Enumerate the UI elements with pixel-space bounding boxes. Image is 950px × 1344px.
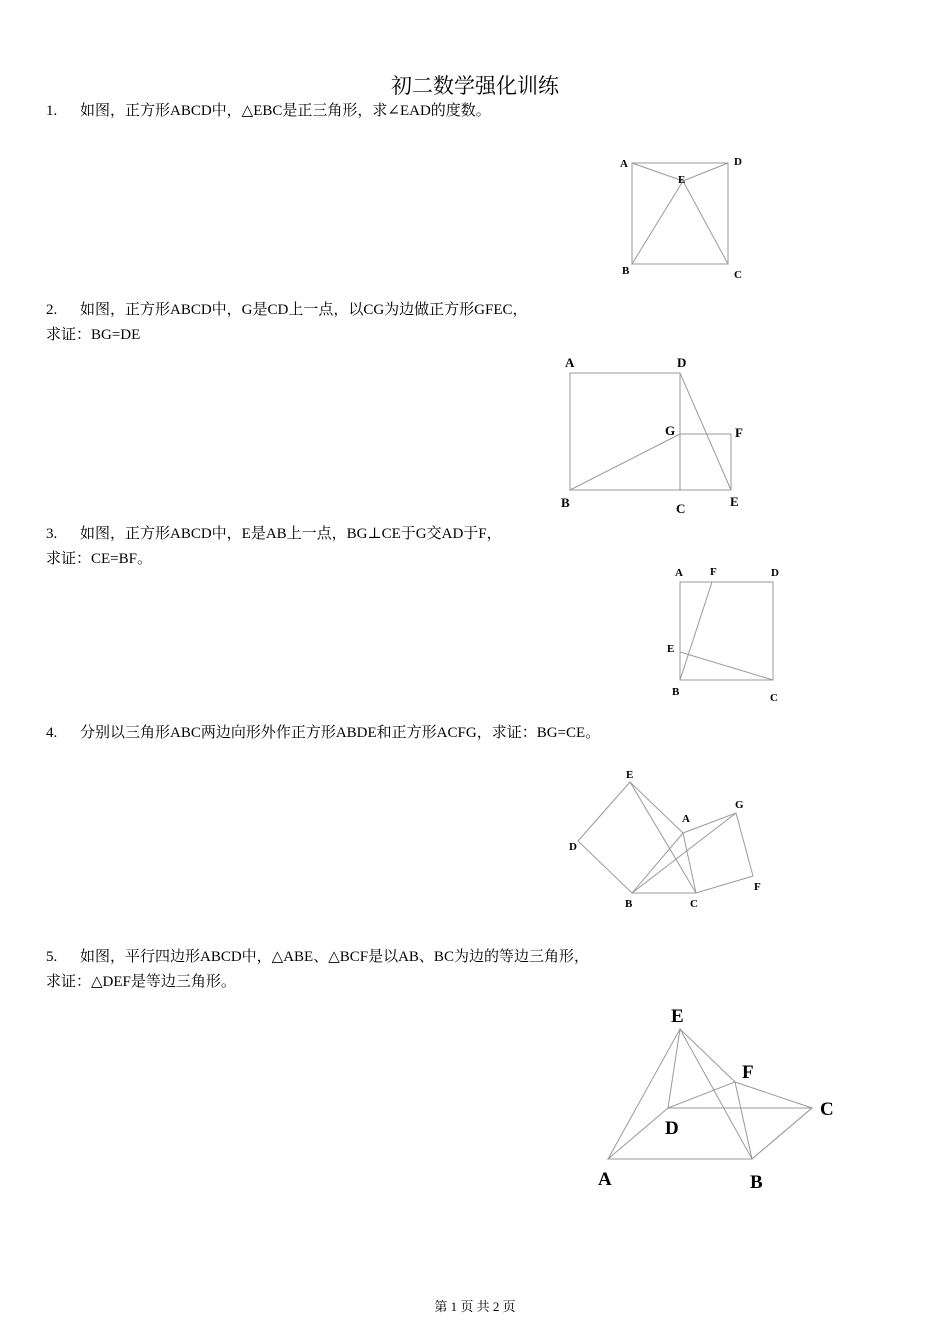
- fig4-label-b: B: [625, 898, 633, 910]
- fig2-segment-de: [680, 373, 731, 490]
- fig1-label-e: E: [678, 174, 686, 186]
- fig4-square-acfg: [683, 813, 753, 893]
- fig3-label-e: E: [667, 643, 675, 655]
- fig4-label-c: C: [690, 898, 698, 910]
- fig2-label-e: E: [730, 494, 739, 509]
- problem-3-text-1: 如图，正方形ABCD中，E是AB上一点，BG⊥CE于G交AD于F，: [80, 526, 502, 542]
- fig5-label-a: A: [598, 1169, 612, 1190]
- fig1-segment-ce: [683, 181, 728, 264]
- problem-2-text-1: 如图，正方形ABCD中，G是CD上一点，以CG为边做正方形GFEC，: [80, 302, 528, 318]
- figure-3: [660, 560, 800, 710]
- fig2-square-abcd: [570, 373, 680, 490]
- fig3-label-b: B: [672, 686, 680, 698]
- fig5-triangle-bcf: [735, 1082, 812, 1159]
- problem-5-line-1: [46, 946, 589, 968]
- figure-5: [590, 1000, 850, 1200]
- fig5-label-f: F: [742, 1062, 754, 1083]
- fig3-label-a: A: [675, 567, 683, 579]
- fig1-label-a: A: [620, 158, 628, 170]
- fig1-segment-ae: [632, 163, 683, 181]
- page-title: 初二数学强化训练: [391, 74, 559, 98]
- fig2-label-b: B: [561, 495, 570, 510]
- fig5-label-c: C: [820, 1099, 834, 1120]
- fig4-label-g: G: [735, 799, 744, 811]
- fig1-label-c: C: [734, 269, 742, 281]
- problem-5-number: 5.: [46, 949, 58, 965]
- problem-2-line-2: 求证：BG=DE: [46, 327, 141, 343]
- problem-1-number: 1.: [46, 103, 58, 119]
- figure-2: [550, 350, 760, 520]
- problem-3-line-2: 求证：CE=BF。: [46, 551, 152, 567]
- problem-2-line-1: [46, 299, 528, 321]
- fig1-segment-be: [632, 181, 683, 264]
- problem-1-line-1: [46, 100, 491, 122]
- fig2-label-g: G: [665, 423, 676, 438]
- fig2-label-f: F: [735, 425, 743, 440]
- problem-3-number: 3.: [46, 526, 58, 542]
- fig1-segment-de: [683, 163, 728, 181]
- fig3-square-abcd: [680, 582, 773, 680]
- fig4-segment-bg: [632, 813, 736, 893]
- fig4-label-f: F: [754, 881, 761, 893]
- fig3-segment-bf: [680, 582, 712, 680]
- fig5-label-e: E: [671, 1006, 684, 1027]
- problem-4-number: 4.: [46, 725, 58, 741]
- figure-4: [560, 760, 780, 920]
- fig3-label-c: C: [770, 692, 778, 704]
- fig5-label-b: B: [750, 1172, 763, 1193]
- fig1-label-b: B: [622, 265, 630, 277]
- fig4-square-abde: [578, 782, 683, 893]
- figure-1: [600, 150, 760, 290]
- problem-4-line-1: [46, 722, 600, 744]
- fig2-label-a: A: [565, 355, 575, 370]
- fig4-segment-ce: [630, 782, 696, 893]
- fig5-triangle-abe: [608, 1029, 752, 1159]
- fig5-label-d: D: [665, 1118, 679, 1139]
- fig3-segment-ec: [680, 652, 773, 680]
- page-footer: 第 1 页 共 2 页: [434, 1299, 516, 1314]
- problem-3-line-1: [46, 523, 502, 545]
- problem-5-line-2: 求证：△DEF是等边三角形。: [46, 974, 236, 990]
- fig4-label-d: D: [569, 841, 577, 853]
- fig3-label-f: F: [710, 566, 717, 578]
- fig4-label-a: A: [682, 813, 690, 825]
- fig2-square-gfec: [680, 434, 731, 490]
- fig2-label-c: C: [676, 501, 686, 516]
- fig2-segment-bg: [570, 434, 680, 490]
- problem-1-text: 如图，正方形ABCD中，△EBC是正三角形，求∠EAD的度数。: [80, 103, 491, 119]
- problem-2-number: 2.: [46, 302, 58, 318]
- fig4-label-e: E: [626, 769, 634, 781]
- fig3-label-d: D: [771, 567, 779, 579]
- problem-5-text-1: 如图，平行四边形ABCD中，△ABE、△BCF是以AB、BC为边的等边三角形，: [80, 949, 589, 965]
- fig2-label-d: D: [677, 355, 687, 370]
- fig1-label-d: D: [734, 156, 742, 168]
- problem-4-text: 分别以三角形ABC两边向形外作正方形ABDE和正方形ACFG，求证：BG=CE。: [80, 725, 601, 741]
